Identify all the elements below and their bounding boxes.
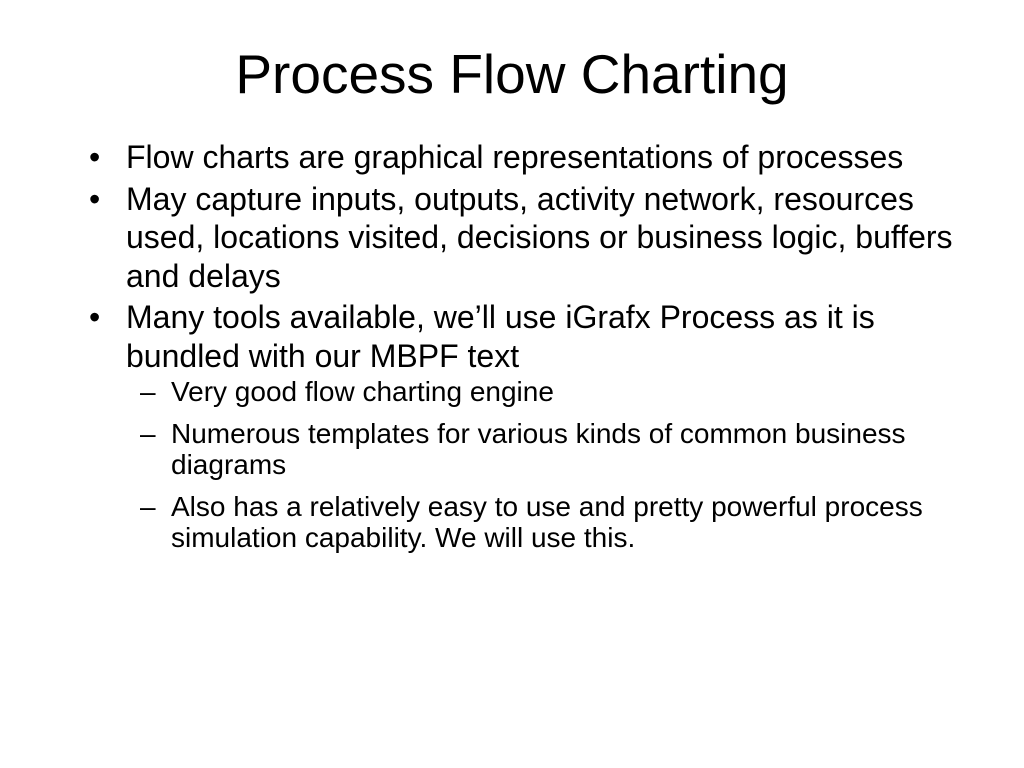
sub-bullet-text: Also has a relatively easy to use and pretty powerful process simulation capability. We will use this. <box>171 490 923 553</box>
sub-bullet-text: Very good flow charting engine <box>171 376 554 407</box>
bullet-list <box>80 138 960 564</box>
sub-bullet-marker: – <box>140 417 156 449</box>
bullet-item <box>80 138 960 177</box>
sub-bullet-item <box>126 491 960 554</box>
bullet-item <box>80 180 960 296</box>
sub-bullet-item <box>126 376 960 408</box>
slide-title: Process Flow Charting <box>235 43 789 105</box>
bullet-text: May capture inputs, outputs, activity network, resources used, locations visited, decisions or business logic, buffers and delays <box>126 180 953 294</box>
bullet-marker: • <box>89 180 101 217</box>
bullet-marker: • <box>89 139 101 175</box>
sub-bullet-list <box>126 376 960 554</box>
bullet-item <box>80 298 960 554</box>
sub-bullet-item <box>126 418 960 481</box>
bullet-text: Flow charts are graphical representations of processes <box>126 139 904 175</box>
bullet-text: Many tools available, we’ll use iGrafx Process as it is bundled with our MBPF text <box>126 299 875 374</box>
sub-bullet-text: Numerous templates for various kinds of common business diagrams <box>171 417 906 480</box>
bullet-marker: • <box>89 299 101 335</box>
sub-bullet-marker: – <box>140 490 156 522</box>
sub-bullet-marker: – <box>140 376 156 407</box>
